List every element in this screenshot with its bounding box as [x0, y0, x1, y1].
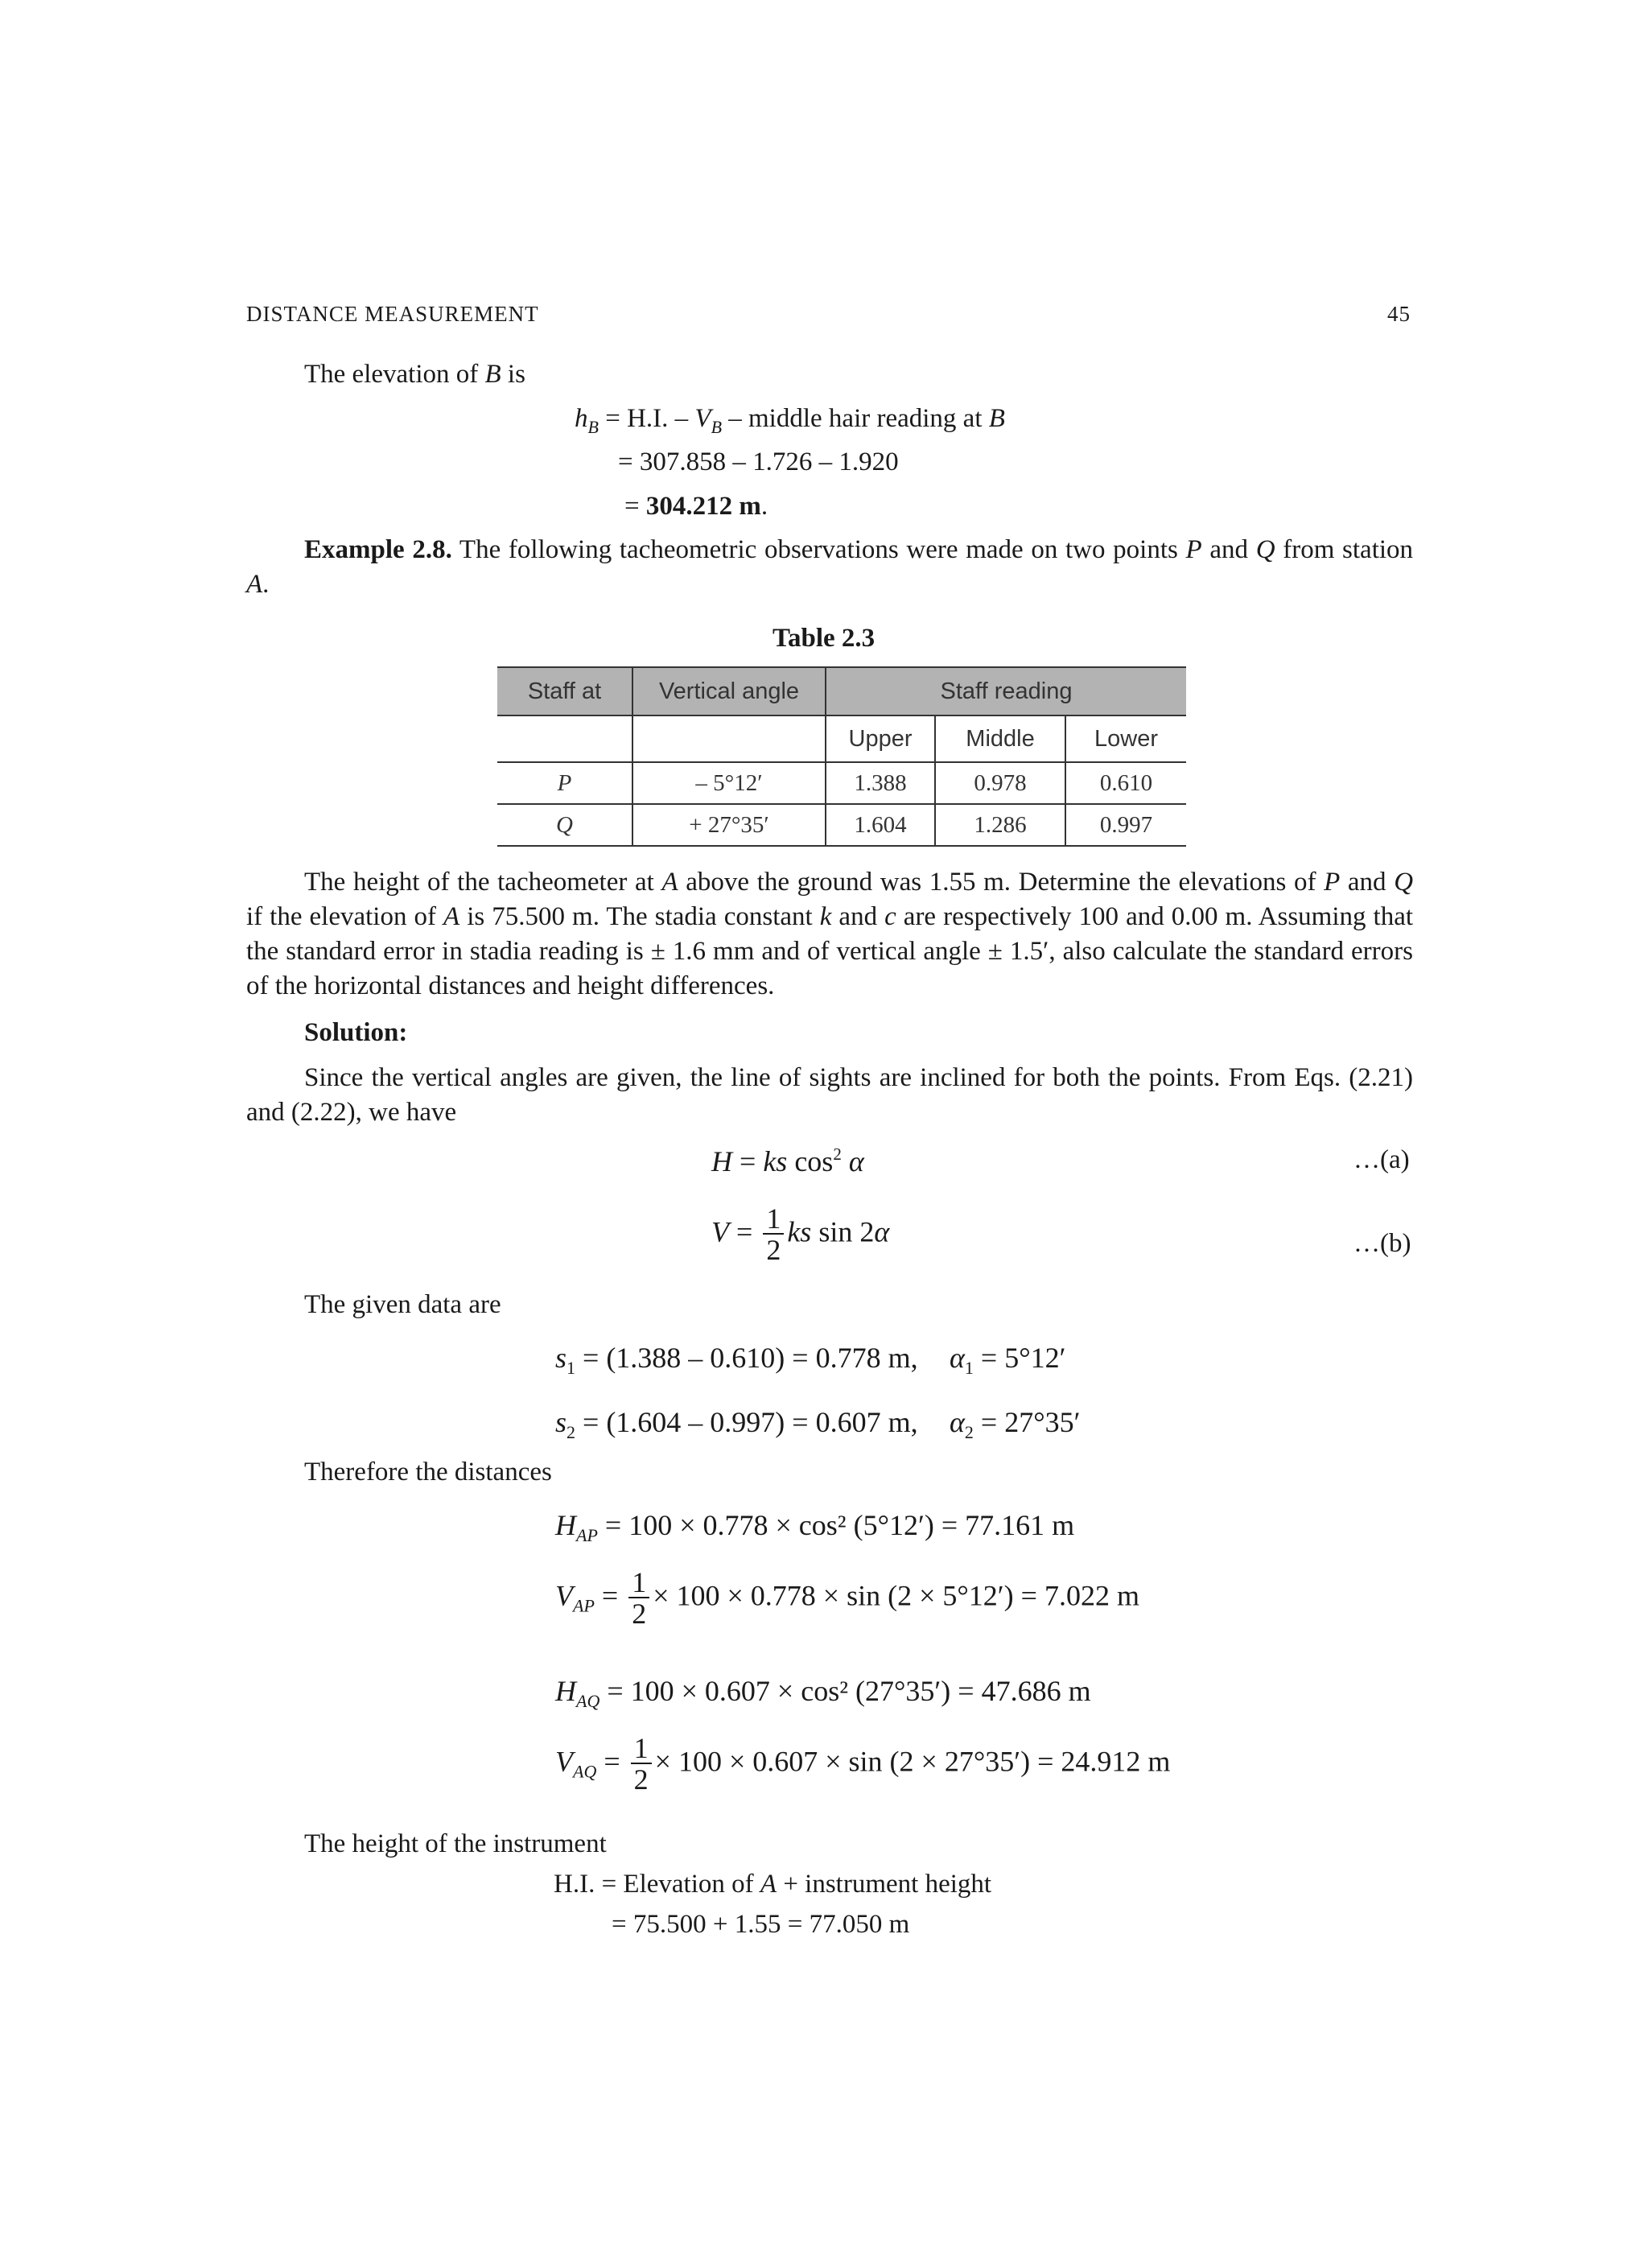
equation-v-aq: $V_{AQ}$ = $\frac{1}{2}$ × 100 × 0.607 × sin (2 × 27°35′) = 24.912 m — [555, 1732, 1171, 1796]
cell-middle: 0.978 — [935, 762, 1065, 804]
therefore-text: Therefore the distances — [304, 1458, 552, 1487]
cell-upper: 1.388 — [826, 762, 935, 804]
cell-middle: 1.286 — [935, 804, 1065, 846]
observations-table — [497, 666, 1186, 847]
cell-angle: – 5°12′ — [632, 762, 826, 804]
equation-b: V = $\frac{1}{2}$ ks sin 2α — [711, 1202, 890, 1266]
cell-lower: 0.997 — [1065, 804, 1186, 846]
table-caption: Table 2.3 — [772, 624, 876, 653]
given-s1: $s_1 = (1.388 - 0.610) = 0.778$ m, — [555, 1342, 918, 1378]
table-subheader-row — [497, 715, 1186, 762]
col-header-vertical-angle: Vertical angle — [632, 667, 826, 715]
solution-heading: Solution: — [304, 1018, 408, 1047]
col-header-lower: Lower — [1065, 715, 1186, 762]
equation-v-ap: $V_{AP}$ = $\frac{1}{2}$ × 100 × 0.778 × sin (2 × 5°12′) = 7.022 m — [555, 1566, 1139, 1630]
table-row — [497, 762, 1186, 804]
given-alpha2: $\alpha_2 = 27^\circ 35'$ — [950, 1406, 1081, 1442]
running-header: DISTANCE MEASUREMENT — [246, 302, 539, 326]
cell-lower: 0.610 — [1065, 762, 1186, 804]
cell-staff: P — [497, 762, 632, 804]
height-of-instrument-text: The height of the instrument — [304, 1829, 607, 1858]
col-header-staff-reading: Staff reading — [826, 667, 1186, 715]
hi-value: = 75.500 + 1.55 = 77.050 m — [612, 1910, 910, 1939]
solution-paragraph: Since the vertical angles are given, the line of sights are inclined for both the points. From Eqs. (2.21) and (2.22), we have — [246, 1063, 1413, 1127]
table-row — [497, 804, 1186, 846]
page-number: 45 — [1387, 302, 1411, 326]
given-alpha1: $\alpha_1 = 5^\circ 12'$ — [950, 1342, 1066, 1378]
col-header-upper: Upper — [826, 715, 935, 762]
equation-h-aq: $H_{AQ} = 100 \times 0.607 \times \cos^2$ (27°35′) = 47.686 m — [555, 1675, 1091, 1711]
elevation-equation-2: = 307.858 – 1.726 – 1.920 — [618, 447, 899, 476]
elevation-equation-1: $h_B = H.I$. – $V_B$ – middle hair reading at B — [575, 404, 1005, 437]
problem-paragraph: The height of the tacheometer at A above the ground was 1.55 m. Determine the elevations of P and Q if the elevation of A is 75.500 m. The stadia constant k and c are respectively 100 and 0.00 m. Assuming that the standard error in stadia reading is ± 1.6 mm and of vertical angle ± 1.5′, also calculate the standard errors of the horizontal distances and height differences. — [246, 868, 1414, 1000]
equation-b-label: …(b) — [1353, 1229, 1411, 1258]
cell-angle: + 27°35′ — [632, 804, 826, 846]
hi-equation: H.I. = Elevation of A + instrument height — [554, 1870, 992, 1899]
cell-staff: Q — [497, 804, 632, 846]
intro-line: The elevation of B is — [304, 360, 525, 389]
given-s2: $s_2 = (1.604 - 0.997) = 0.607$ m, — [555, 1406, 918, 1442]
equation-a: H = ks $\cos^2 \alpha$ — [711, 1144, 864, 1177]
col-header-middle: Middle — [935, 715, 1065, 762]
elevation-equation-3: = 304.212 m. — [624, 492, 768, 521]
example-paragraph: Example 2.8. The following tacheometric observations were made on two points P and Q from station A. — [246, 535, 1414, 599]
col-header-staff-at: Staff at — [497, 667, 632, 715]
table-header-row — [497, 667, 1186, 715]
cell-upper: 1.604 — [826, 804, 935, 846]
given-data-text: The given data are — [304, 1290, 501, 1319]
equation-a-label: …(a) — [1353, 1145, 1410, 1174]
equation-h-ap: $H_{AP} = 100 \times 0.778 \times \cos^2$ (5°12′) = 77.161 m — [555, 1509, 1075, 1545]
